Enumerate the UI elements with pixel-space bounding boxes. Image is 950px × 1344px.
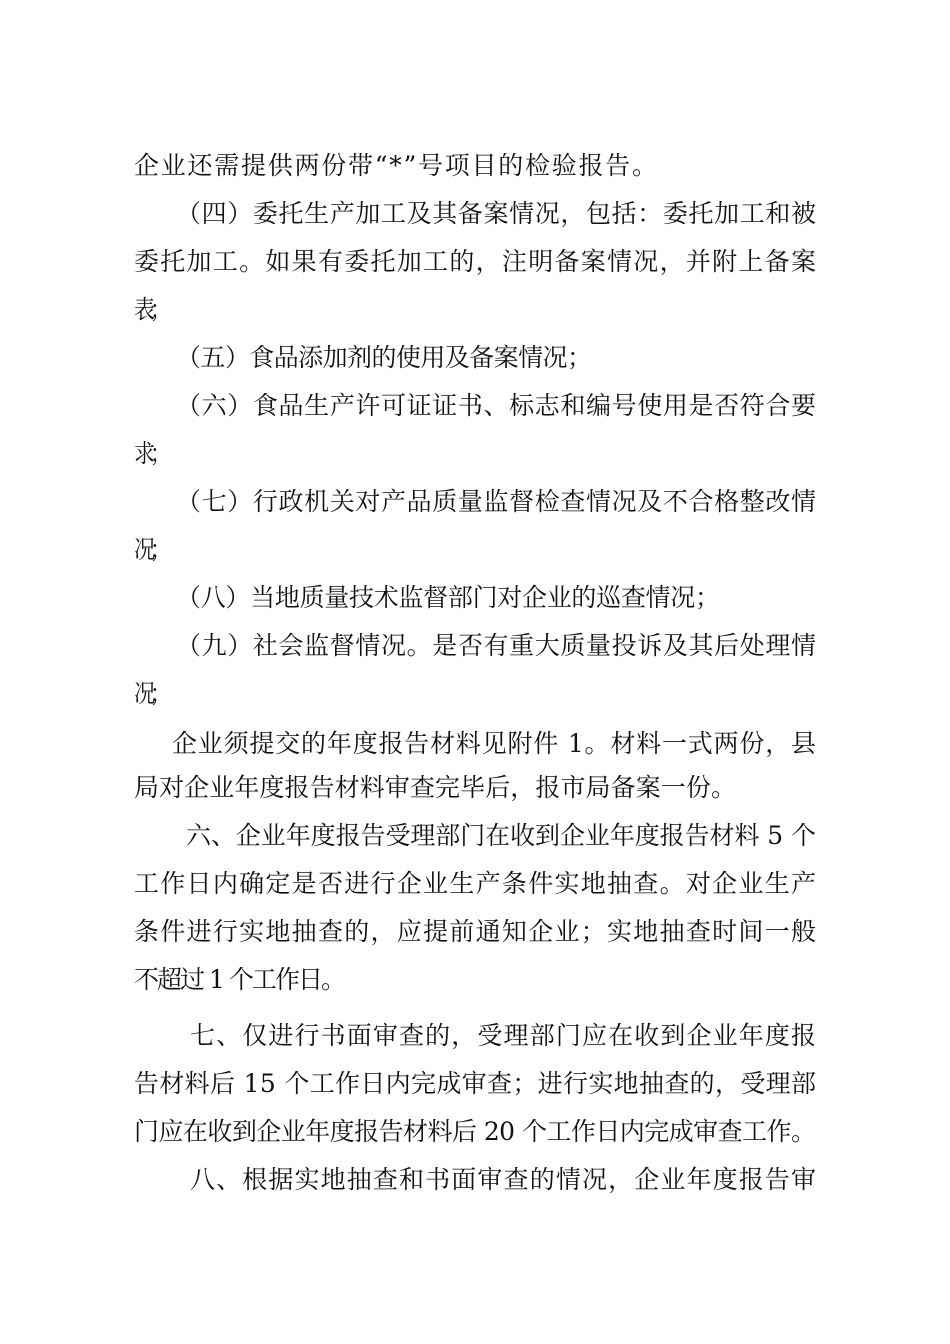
text-line-content: （七）行政机关对产品质量监督检查情况及不合格整改情 [176,487,817,516]
text-line-content: 委托加工。如果有委托加工的，注明备案情况，并附上备案 [134,247,818,276]
text-line-content: 局对企业年度报告材料审查完毕后，报市局备案一份。 [134,773,737,802]
text-line-content: 工作日内确定是否进行企业生产条件实地抽查。对企业生产 [134,869,818,898]
text-line-content: 六、企业年度报告受理部门在收到企业年度报告材料 5 个 [186,821,816,850]
text-line [0,478,950,526]
text-line [0,1012,950,1060]
text-line [0,142,950,190]
text-line [0,670,950,718]
text-line [0,1060,950,1108]
text-line [0,574,950,622]
text-line-content: 表； [134,295,166,324]
text-line-content: （四）委托生产加工及其备案情况，包括：委托加工和被 [176,199,817,228]
text-line [0,1156,950,1204]
text-line-content: 告材料后 15 个工作日内完成审查；进行实地抽查的，受理部 [134,1069,817,1098]
text-line [0,622,950,670]
text-line [0,956,950,1004]
text-line-content: （五）食品添加剂的使用及备案情况； [176,343,592,372]
text-line-content: （八）当地质量技术监督部门对企业的巡查情况； [176,583,720,612]
text-line-content: （九）社会监督情况。是否有重大质量投诉及其后处理情 [176,631,817,660]
text-line [0,764,950,812]
text-line-content: 七、仅进行书面审查的，受理部门应在收到企业年度报 [190,1021,818,1050]
text-line-content: 求； [134,439,166,468]
text-line [0,1108,950,1156]
text-line [0,812,950,860]
text-line [0,526,950,574]
text-line-content: 不超过 1 个工作日。 [134,965,345,994]
text-line [0,286,950,334]
text-line-content: 八、根据实地抽查和书面审查的情况，企业年度报告审 [190,1165,818,1194]
text-line-content: 企业还需提供两份带“*”号项目的检验报告。 [134,151,659,180]
text-line [0,382,950,430]
text-line [0,430,950,478]
text-line-content: （六）食品生产许可证证书、标志和编号使用是否符合要 [176,391,817,420]
text-line [0,190,950,238]
text-line [0,908,950,956]
text-line [0,860,950,908]
text-line-content: 况； [134,535,166,564]
text-line-content: 企业须提交的年度报告材料见附件 1。材料一式两份，县 [172,729,817,758]
text-line-content: 门应在收到企业年度报告材料后 20 个工作日内完成审查工作。 [134,1117,816,1146]
text-line-content: 条件进行实地抽查的，应提前通知企业；实地抽查时间一般 [134,917,818,946]
text-line [0,720,950,768]
text-line-content: 况； [134,679,166,708]
text-line [0,238,950,286]
text-line [0,334,950,382]
